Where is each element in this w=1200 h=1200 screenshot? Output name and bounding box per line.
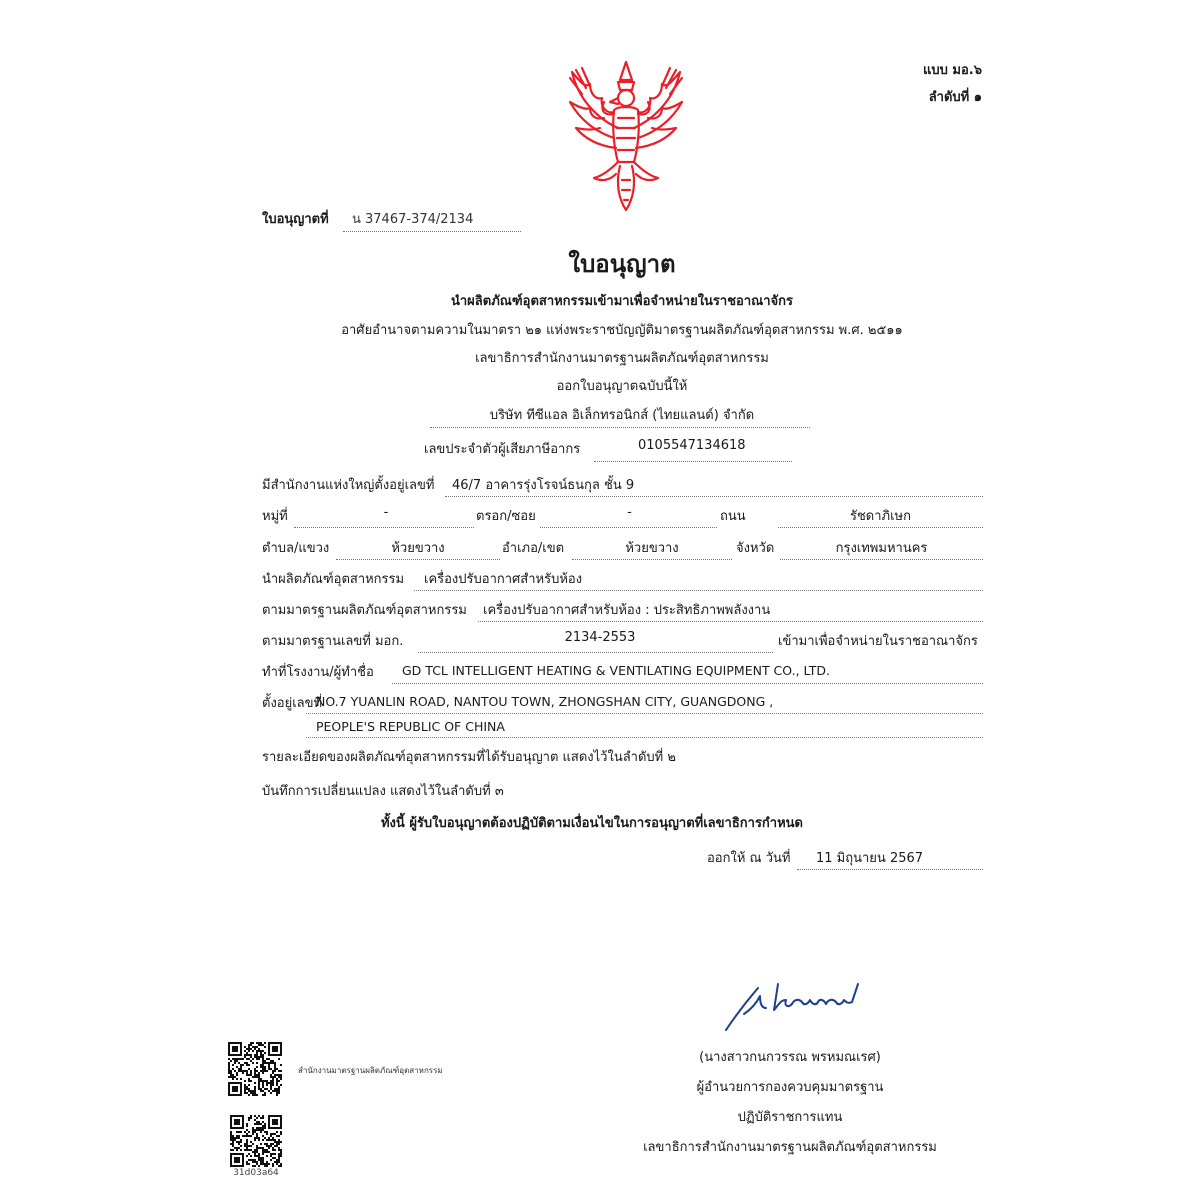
factory-value: GD TCL INTELLIGENT HEATING & VENTILATING EQUIPMENT CO., LTD.: [402, 663, 831, 678]
province-label: จังหวัด: [736, 541, 775, 556]
authority-line: อาศัยอำนาจตามความในมาตรา ๒๑ แห่งพระราชบัญญัติมาตรฐานผลิตภัณฑ์อุตสาหกรรม พ.ศ. ๒๕๑๑: [341, 323, 903, 338]
address-line2: PEOPLE'S REPUBLIC OF CHINA: [316, 719, 505, 734]
issue-to-line: ออกใบอนุญาตฉบับนี้ให้: [556, 379, 688, 394]
factory-label: ทำที่โรงงาน/ผู้ทำชื่อ: [262, 665, 374, 680]
tax-id-value: 0105547134618: [638, 438, 746, 453]
tis-label: ตามมาตรฐานเลขที่ มอก.: [262, 634, 404, 649]
tis-value: 2134-2553: [564, 630, 636, 645]
product-value: เครื่องปรับอากาศสำหรับห้อง: [424, 572, 583, 587]
issued-label: ออกให้ ณ วันที่: [707, 851, 791, 866]
license-no-label: ใบอนุญาตที่: [262, 212, 329, 227]
qr-caption: สำนักงานมาตรฐานผลิตภัณฑ์อุตสาหกรรม: [298, 1066, 443, 1075]
standard-label: ตามมาตรฐานผลิตภัณฑ์อุตสาหกรรม: [262, 603, 467, 618]
standard-value: เครื่องปรับอากาศสำหรับห้อง : ประสิทธิภาพพลังงาน: [483, 603, 771, 618]
address-line1: NO.7 YUANLIN ROAD, NANTOU TOWN, ZHONGSHAN CITY, GUANGDONG ,: [316, 694, 774, 709]
form-sequence: ลำดับที่ ๑: [928, 90, 982, 105]
signer-name: (นางสาวกนกวรรณ พรหมณเรศ): [699, 1050, 881, 1065]
page-title: ใบอนุญาต: [568, 250, 676, 278]
signer-title-2: ปฏิบัติราชการแทน: [737, 1110, 843, 1125]
hq-label: มีสำนักงานแห่งใหญ่ตั้งอยู่เลขที่: [262, 478, 435, 493]
company-name: บริษัท ทีซีแอล อิเล็กทรอนิกส์ (ไทยแลนด์) จำกัด: [489, 408, 755, 423]
issued-value: 11 มิถุนายน 2567: [816, 851, 924, 866]
road-value: รัชดาภิเษก: [849, 509, 911, 524]
district-label: อำเภอ/เขต: [502, 541, 565, 556]
signer-title-1: ผู้อำนวยการกองควบคุมมาตรฐาน: [696, 1080, 884, 1095]
tis-suffix: เข้ามาเพื่อจำหน่ายในราชอาณาจักร: [778, 634, 978, 649]
soi-label: ตรอก/ซอย: [476, 509, 536, 524]
qr-code-icon: [230, 1115, 282, 1167]
product-label: นำผลิตภัณฑ์อุตสาหกรรม: [262, 572, 405, 587]
province-value: กรุงเทพมหานคร: [835, 541, 928, 556]
details-note: รายละเอียดของผลิตภัณฑ์อุตสาหกรรมที่ได้รับอนุญาต แสดงไว้ในลำดับที่ ๒: [262, 750, 676, 765]
district-value: ห้วยขวาง: [625, 541, 679, 556]
address-label: ตั้งอยู่เลขที่: [262, 696, 323, 711]
page-subtitle: นำผลิตภัณฑ์อุตสาหกรรมเข้ามาเพื่อจำหน่ายในราชอาณาจักร: [451, 294, 793, 309]
moo-label: หมู่ที่: [262, 509, 288, 524]
subdistrict-label: ตำบล/แขวง: [262, 541, 330, 556]
condition-note: ทั้งนี้ ผู้รับใบอนุญาตต้องปฏิบัติตามเงื่อนไขในการอนุญาตที่เลขาธิการกำหนด: [380, 816, 803, 831]
license-no-value: น 37467-374/2134: [352, 212, 474, 227]
signer-title-3: เลขาธิการสำนักงานมาตรฐานผลิตภัณฑ์อุตสาหกรรม: [643, 1140, 937, 1155]
road-label: ถนน: [720, 509, 746, 524]
soi-value: -: [627, 505, 632, 520]
qr-code-text: 31d03a64: [233, 1168, 279, 1178]
garuda-emblem-icon: [556, 58, 696, 216]
qr-code-icon: [228, 1042, 282, 1096]
secretary-line: เลขาธิการสำนักงานมาตรฐานผลิตภัณฑ์อุตสาหกรรม: [475, 351, 769, 366]
moo-value: -: [383, 505, 389, 520]
tax-id-label: เลขประจำตัวผู้เสียภาษีอากร: [424, 442, 581, 457]
subdistrict-value: ห้วยขวาง: [391, 541, 445, 556]
signature: [720, 978, 880, 1034]
form-code: แบบ มอ.๖: [923, 63, 982, 78]
hq-value: 46/7 อาคารรุ่งโรจน์ธนกุล ชั้น 9: [452, 478, 635, 493]
changes-note: บันทึกการเปลี่ยนแปลง แสดงไว้ในลำดับที่ ๓: [262, 784, 504, 799]
